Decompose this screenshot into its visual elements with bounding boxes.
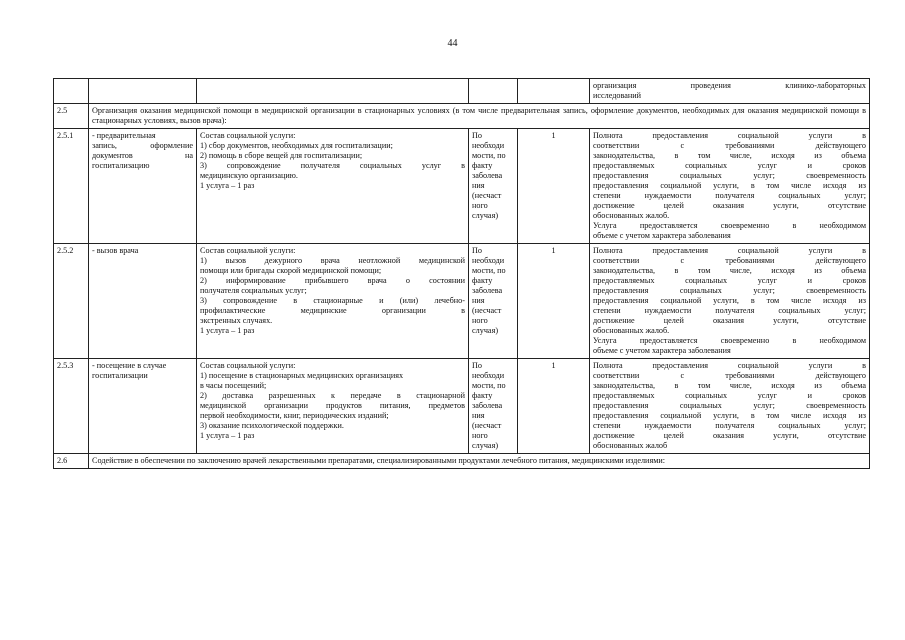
text-line: 2) помощь в сборе вещей для госпитализации; xyxy=(200,151,363,160)
text-line: 1) сбор документов, необходимых для госпитализации; xyxy=(200,141,393,150)
text-line: случая) xyxy=(472,211,499,220)
text-line: По xyxy=(472,246,483,255)
text-line: в часы посещений; xyxy=(200,381,267,390)
text-line: (несчаст xyxy=(472,421,502,430)
text-line: ния xyxy=(472,411,485,420)
text-line: законодательства, в том числе, исходя из объема xyxy=(593,381,866,390)
text-line: госпитализации xyxy=(92,371,148,380)
requirements-cell xyxy=(590,359,870,454)
text-line: объеме с учетом характера заболевания xyxy=(593,346,731,355)
text-line: достижение целей оказания услуги, отсутствие xyxy=(593,201,866,210)
text-line: помощи или бригады скорой медицинской помощи; xyxy=(200,266,382,275)
text-line: ния xyxy=(472,181,485,190)
text-line: степени нуждаемости получателя социальных услуг; xyxy=(593,306,866,315)
text-line: Услуга предоставляется своевременно в необходимом xyxy=(593,336,866,345)
text-line: соответствии с требованиями действующего xyxy=(593,141,866,150)
text-line: заболева xyxy=(472,171,503,180)
text-line: документов на xyxy=(92,151,193,160)
service-name-cell xyxy=(89,244,197,359)
text-line: предоставляемых социальных услуг и сроков xyxy=(593,161,866,170)
requirements-cell xyxy=(590,244,870,359)
text-line: законодательства, в том числе, исходя из объема xyxy=(593,151,866,160)
volume-cell: 1 xyxy=(518,129,590,244)
text-line: мости, по xyxy=(472,151,506,160)
section-row xyxy=(54,104,870,129)
text-line: факту xyxy=(472,161,493,170)
text-line: медицинскую организацию. xyxy=(200,171,298,180)
text-line: госпитализацию xyxy=(92,161,150,170)
text-line: - предварительная xyxy=(92,131,156,140)
text-line: исследований xyxy=(593,91,642,100)
text-line: Полнота предоставления социальной услуги в xyxy=(593,131,866,140)
text-line: мости, по xyxy=(472,381,506,390)
text-line: необходи xyxy=(472,141,505,150)
text-line: необходи xyxy=(472,256,505,265)
text-line: (несчаст xyxy=(472,306,502,315)
text-line: Услуга предоставляется своевременно в необходимом xyxy=(593,221,866,230)
text-line: предоставления социальных услуг; своевременность xyxy=(593,171,866,180)
text-line: обоснованных жалоб. xyxy=(593,326,670,335)
text-line: первой необходимости, книг, периодических изданий; xyxy=(200,411,389,420)
text-line: предоставления социальных услуг; своевременность xyxy=(593,401,866,410)
text-line: законодательства, в том числе, исходя из объема xyxy=(593,266,866,275)
section-row xyxy=(54,454,870,469)
text-line: необходи xyxy=(472,371,505,380)
text-line: заболева xyxy=(472,286,503,295)
text-line: 1 услуга – 1 раз xyxy=(200,326,255,335)
text-line: профилактические медицинские организации в xyxy=(200,306,465,315)
text-line: мости, по xyxy=(472,266,506,275)
section-number: 2.5 xyxy=(54,104,89,129)
text-line: 3) сопровождение получателя социальных услуг в xyxy=(200,161,465,170)
text-line: соответствии с требованиями действующего xyxy=(593,256,866,265)
text-line: случая) xyxy=(472,326,499,335)
service-content-cell xyxy=(197,129,469,244)
service-number: 2.5.2 xyxy=(54,244,89,359)
text-line: Состав социальной услуги: xyxy=(200,131,296,140)
text-line: предоставления социальной услуги, в том числе исходя из xyxy=(593,296,866,305)
service-content-cell xyxy=(197,359,469,454)
service-name-cell xyxy=(89,129,197,244)
text-line: ного xyxy=(472,316,488,325)
text-line: обоснованных жалоб. xyxy=(593,211,670,220)
section-title: Организация оказания медицинской помощи в медицинской организации в стационарных условиях (в том числе предварительная запись, оформление документов, необходимых для оказания медицинской помощи в стационарных условиях, вызов врача): xyxy=(89,104,870,129)
section-number: 2.6 xyxy=(54,454,89,469)
cell-empty xyxy=(197,79,469,104)
text-line: ния xyxy=(472,296,485,305)
text-line: обоснованных жалоб xyxy=(593,441,668,450)
text-line: факту xyxy=(472,276,493,285)
text-line: экстренных случаях. xyxy=(200,316,273,325)
text-line: соответствии с требованиями действующего xyxy=(593,371,866,380)
text-line: получателя социальных услуг; xyxy=(200,286,307,295)
text-line: 1 услуга – 1 раз xyxy=(200,431,255,440)
text-line: По xyxy=(472,361,483,370)
text-line: ного xyxy=(472,431,488,440)
text-line: степени нуждаемости получателя социальных услуг; xyxy=(593,191,866,200)
text-line: организация проведения клинико-лабораторных xyxy=(593,81,866,90)
text-line: предоставления социальной услуги, в том числе исходя из xyxy=(593,411,866,420)
text-line: 1) посещение в стационарных медицинских организациях xyxy=(200,371,404,380)
text-line: - вызов врача xyxy=(92,246,139,255)
volume-cell: 1 xyxy=(518,359,590,454)
table-row-continuation xyxy=(54,79,870,104)
text-line: заболева xyxy=(472,401,503,410)
requirements-cell xyxy=(590,129,870,244)
frequency-cell xyxy=(469,244,518,359)
text-line: 3) оказание психологической поддержки. xyxy=(200,421,344,430)
cell-empty xyxy=(469,79,518,104)
text-line: 1 услуга – 1 раз xyxy=(200,181,255,190)
page-number: 44 xyxy=(447,38,458,49)
text-line: Состав социальной услуги: xyxy=(200,246,296,255)
text-line: ного xyxy=(472,201,488,210)
service-name-cell xyxy=(89,359,197,454)
text-line: степени нуждаемости получателя социальных услуг; xyxy=(593,421,866,430)
text-line: случая) xyxy=(472,441,499,450)
text-line: факту xyxy=(472,391,493,400)
service-number: 2.5.3 xyxy=(54,359,89,454)
text-line: предоставляемых социальных услуг и сроков xyxy=(593,391,866,400)
text-line: По xyxy=(472,131,483,140)
cell-empty xyxy=(89,79,197,104)
volume-cell: 1 xyxy=(518,244,590,359)
text-line: предоставления социальных услуг; своевременность xyxy=(593,286,866,295)
services-table xyxy=(53,78,870,469)
text-line: 2) доставка разрешенных к передаче в стационарной xyxy=(200,391,465,400)
text-line: 3) сопровождение в стационарные и (или) лечебно- xyxy=(200,296,465,305)
text-line: достижение целей оказания услуги, отсутствие xyxy=(593,431,866,440)
text-line: Состав социальной услуги: xyxy=(200,361,296,370)
text-line: - посещение в случае xyxy=(92,361,167,370)
text-line: Полнота предоставления социальной услуги в xyxy=(593,361,866,370)
text-line: достижение целей оказания услуги, отсутствие xyxy=(593,316,866,325)
frequency-cell xyxy=(469,359,518,454)
text-line: медицинской организации продуктов питания, предметов xyxy=(200,401,465,410)
table-row xyxy=(54,129,870,244)
text-line: Полнота предоставления социальной услуги в xyxy=(593,246,866,255)
table-row xyxy=(54,359,870,454)
text-line: 1) вызов дежурного врача неотложной медицинской xyxy=(200,256,465,265)
cell-empty xyxy=(54,79,89,104)
text-line: запись, оформление xyxy=(92,141,193,150)
text-line: объеме с учетом характера заболевания xyxy=(593,231,731,240)
section-title: Содействие в обеспечении по заключению врачей лекарственными препаратами, специализированными продуктами лечебного питания, медицинскими изделиями: xyxy=(89,454,870,469)
service-number: 2.5.1 xyxy=(54,129,89,244)
text-line: предоставления социальной услуги, в том числе исходя из xyxy=(593,181,866,190)
requirements-cell xyxy=(590,79,870,104)
cell-empty xyxy=(518,79,590,104)
service-content-cell xyxy=(197,244,469,359)
text-line: предоставляемых социальных услуг и сроков xyxy=(593,276,866,285)
text-line: (несчаст xyxy=(472,191,502,200)
frequency-cell xyxy=(469,129,518,244)
text-line: 2) информирование прибывшего врача о состоянии xyxy=(200,276,465,285)
table-row xyxy=(54,244,870,359)
